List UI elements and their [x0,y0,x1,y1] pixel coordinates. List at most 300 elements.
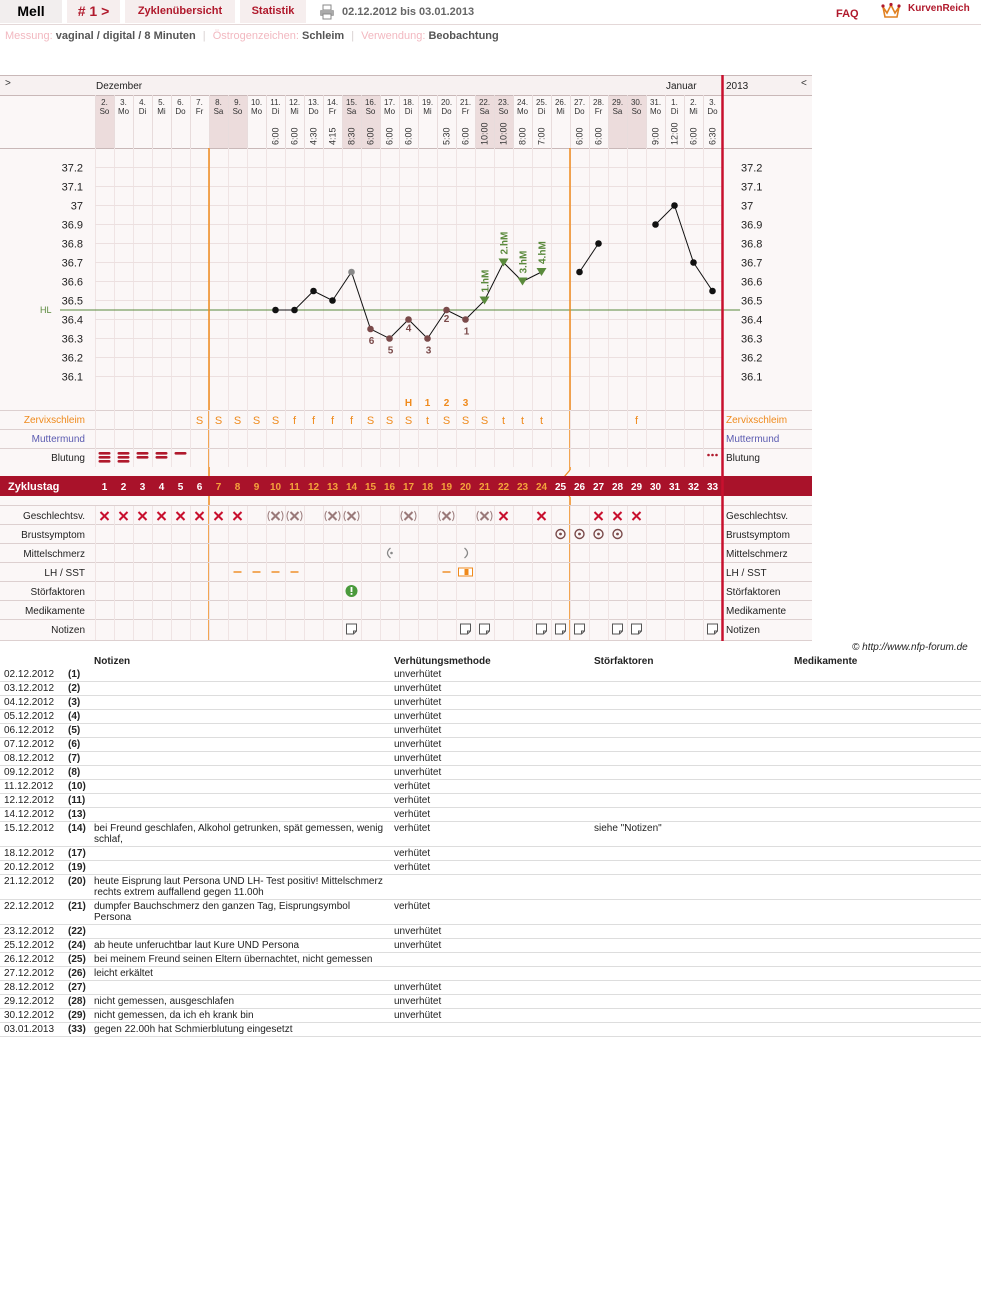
table-row [0,780,981,794]
mucus-symbol: f [311,415,316,427]
day-date: 16. [364,98,377,107]
mucus-symbol: S [195,415,204,427]
cell-num: (26) [64,967,90,981]
day-date: 19. [421,98,434,107]
table-row [0,710,981,724]
cell-disturb [590,925,790,939]
cell-disturb [590,875,790,900]
cell-note [90,724,390,738]
cell-note: heute Eisprung laut Persona UND LH- Test positiv! Mittelschmerz rechts extrem auffallend gegen 11.00h [90,875,390,900]
faq-link[interactable]: FAQ [836,8,859,20]
cell-method: verhütet [390,780,590,794]
measure-time: 4:15 [327,127,338,145]
note-icon [575,624,585,634]
cell-meds [790,900,981,925]
cell-meds [790,738,981,752]
cell-disturb [590,808,790,822]
cell-num: (19) [64,861,90,875]
cell-method: unverhütet [390,995,590,1009]
day-date: 12. [288,98,301,107]
measure-value: vaginal / digital / 8 Minuten [55,30,196,42]
cycle-day-number: 13 [326,482,339,493]
col-notes: Notizen [94,655,131,667]
cell-date: 11.12.2012 [0,780,64,794]
cell-disturb [590,682,790,696]
table-row [0,738,981,752]
temp-point [329,297,336,304]
cell-method: unverhütet [390,682,590,696]
note-icon [461,624,471,634]
usage-label: Verwendung: [361,30,426,42]
row-label-right-meds: Medikamente [726,606,787,617]
day-weekday: Fr [195,107,204,116]
measure-time: 7:00 [536,127,547,145]
y-tick-label-right: 36.5 [741,295,763,308]
table-row [0,794,981,808]
day-weekday: Mo [649,107,662,116]
cell-note [90,780,390,794]
day-weekday: Mi [157,107,166,116]
measure-time: 5:30 [441,127,452,145]
cell-method: unverhütet [390,1009,590,1023]
table-row [0,900,981,925]
row-label-right-cervix: Muttermund [726,434,780,445]
temp-point [291,307,298,314]
table-row [0,766,981,780]
cell-date: 22.12.2012 [0,900,64,925]
day-date: 8. [215,98,222,107]
day-date: 29. [611,98,624,107]
cell-date: 21.12.2012 [0,875,64,900]
breast-symptom-dot [578,533,581,536]
day-date: 20. [440,98,453,107]
measure-label: Messung: [5,30,53,42]
date-range: 02.12.2012 bis 03.01.2013 [342,6,475,18]
cell-date: 08.12.2012 [0,752,64,766]
breast-symptom-dot [597,533,600,536]
cell-meds [790,939,981,953]
low-temp-label: 6 [368,336,375,347]
cell-method [390,875,590,900]
measure-time: 6:00 [365,127,376,145]
cell-disturb [590,710,790,724]
cell-num: (22) [64,925,90,939]
day-date: 13. [307,98,320,107]
day-weekday: Do [175,107,186,116]
temp-point [709,288,716,295]
copyright[interactable]: © http://www.nfp-forum.de [852,642,968,653]
cell-disturb [590,1009,790,1023]
cell-disturb [590,766,790,780]
mucus-symbol: t [539,415,544,427]
cell-disturb [590,953,790,967]
y-tick-label-right: 36.9 [741,219,763,232]
cycle-chart [0,75,812,641]
cell-meds [790,696,981,710]
measure-time: 6:00 [403,127,414,145]
cell-disturb [590,861,790,875]
y-tick-label: 36.7 [61,257,83,270]
measure-time: 8:30 [346,127,357,145]
cell-disturb: siehe "Notizen" [590,822,790,847]
cell-note: bei meinem Freund seinen Eltern übernachtet, nicht gemessen [90,953,390,967]
temp-point [576,269,583,276]
mucus-symbol: t [520,415,525,427]
low-temp-label: 4 [405,323,412,335]
cell-date: 18.12.2012 [0,847,64,861]
row-label-right-bleeding: Blutung [726,453,760,464]
temp-point [386,335,393,342]
row-label-sex: Geschlechtsv. [22,511,85,522]
mucus-symbol: S [404,415,413,427]
cycle-day-number: 29 [630,482,643,493]
cell-disturb [590,696,790,710]
cell-note: leicht erkältet [90,967,390,981]
note-icon [537,624,547,634]
mucus-symbol: f [349,415,354,427]
row-label-bleeding: Blutung [51,453,85,464]
cycle-day-number: 15 [364,482,377,493]
cycle-day-number: 12 [307,482,320,493]
cell-date: 26.12.2012 [0,953,64,967]
row-label-mucus: Zervixschleim [23,415,85,426]
cycle-day-number: 3 [139,482,146,493]
cell-num: (4) [64,710,90,724]
cell-date: 06.12.2012 [0,724,64,738]
cell-meds [790,710,981,724]
cycle-day-number: 17 [402,482,415,493]
cell-method: verhütet [390,808,590,822]
col-date [0,654,90,668]
mucus-symbol: f [292,415,297,427]
cycle-day-number: 25 [554,482,567,493]
cell-disturb [590,981,790,995]
cell-meds [790,808,981,822]
estrogen-label: Östrogenzeichen: [212,30,299,42]
cell-date: 02.12.2012 [0,668,64,682]
cell-date: 20.12.2012 [0,861,64,875]
cell-date: 27.12.2012 [0,967,64,981]
row-label-right-breast: Brustsymptom [726,530,790,541]
day-weekday: So [99,107,110,116]
brand-logo[interactable]: KurvenReich [908,3,970,14]
table-row [0,847,981,861]
cell-num: (14) [64,822,90,847]
cell-note: bei Freund geschlafen, Alkohol getrunken, spät gemessen, wenig schlaf, [90,822,390,847]
nav-next-button[interactable]: < [801,78,807,89]
cell-num: (3) [64,696,90,710]
row-label-disturb: Störfaktoren [30,587,85,598]
row-label-right-mucus: Zervixschleim [726,415,788,426]
bleeding-mark [118,452,130,455]
coverline-label: HL [40,305,52,315]
measure-time: 6:00 [460,127,471,145]
measure-time: 6:00 [270,127,281,145]
cell-method: unverhütet [390,925,590,939]
y-tick-label: 36.4 [61,314,83,327]
cycle-day-number: 21 [478,482,491,493]
bleeding-mark [118,460,130,463]
low-temp-label: 3 [425,345,432,357]
notes-table [0,654,981,1037]
row-label-lh: LH / SST [44,568,85,579]
bleeding-mark [156,452,168,455]
cell-note [90,981,390,995]
statistics-tab[interactable]: Statistik [240,0,306,23]
cell-date: 15.12.2012 [0,822,64,847]
day-weekday: Di [537,107,546,116]
cell-method: unverhütet [390,668,590,682]
y-tick-label-right: 36.4 [741,314,763,327]
cell-disturb [590,794,790,808]
cycle-day-number: 11 [289,482,300,493]
cell-disturb [590,995,790,1009]
top-bar [0,0,981,25]
note-icon [480,624,490,634]
row-label-notes: Notizen [51,625,85,636]
table-row [0,668,981,682]
day-weekday: Mi [689,107,698,116]
cell-meds [790,967,981,981]
cell-disturb [590,939,790,953]
y-tick-label: 37.2 [61,162,83,175]
temp-point [424,335,431,342]
cell-date: 14.12.2012 [0,808,64,822]
bleeding-mark [137,456,149,459]
cell-date: 03.01.2013 [0,1023,64,1037]
y-tick-label-right: 36.6 [741,276,763,289]
cell-meds [790,925,981,939]
temp-point [272,307,279,314]
cycle-overview-tab[interactable]: Zyklenübersicht [125,0,235,23]
day-weekday: Di [138,107,147,116]
cell-meds [790,995,981,1009]
cell-method: verhütet [390,861,590,875]
cell-note [90,766,390,780]
cell-method: unverhütet [390,766,590,780]
day-date: 9. [234,98,241,107]
cell-disturb [590,780,790,794]
cell-method: unverhütet [390,738,590,752]
cell-meds [790,1023,981,1037]
cell-num: (27) [64,981,90,995]
cycle-day-number: 33 [706,482,719,493]
cell-date: 07.12.2012 [0,738,64,752]
low-temp-label: 1 [463,326,470,338]
y-tick-label: 37.1 [61,181,83,194]
cell-note [90,925,390,939]
cycle-number-button[interactable]: # 1 > [67,0,120,23]
day-date: 22. [478,98,491,107]
cell-num: (33) [64,1023,90,1037]
cell-date: 28.12.2012 [0,981,64,995]
mucus-symbol: S [214,415,223,427]
disturbance-exclaim-dot [351,593,353,595]
cycle-day-number: 10 [269,482,282,493]
note-icon [347,624,357,634]
cell-note [90,861,390,875]
day-weekday: Mo [117,107,130,116]
cell-date: 23.12.2012 [0,925,64,939]
y-tick-label-right: 37.1 [741,181,763,194]
mucus-peak-counter: 1 [424,398,431,409]
day-weekday: Do [707,107,718,116]
cell-note [90,710,390,724]
table-row [0,724,981,738]
table-row [0,967,981,981]
cell-num: (20) [64,875,90,900]
cycle-day-number: 18 [421,482,434,493]
nav-prev-button[interactable]: > [5,78,11,89]
y-tick-label-right: 36.8 [741,238,763,251]
temp-point [462,316,469,323]
day-weekday: Mi [423,107,432,116]
cycle-day-number: 1 [101,482,108,493]
bleeding-mark [99,452,111,455]
day-weekday: Fr [328,107,337,116]
cell-date: 25.12.2012 [0,939,64,953]
table-row [0,981,981,995]
cell-meds [790,682,981,696]
mucus-symbol: S [480,415,489,427]
temp-point [652,221,659,228]
cell-disturb [590,724,790,738]
cell-num: (29) [64,1009,90,1023]
cell-date: 04.12.2012 [0,696,64,710]
cell-num: (2) [64,682,90,696]
day-date: 11. [270,98,281,107]
cell-disturb [590,752,790,766]
temp-point [690,259,697,266]
mucus-symbol: t [425,415,430,427]
cell-note [90,794,390,808]
cycle-day-number: 2 [120,482,127,493]
day-date: 27. [573,98,586,107]
cycle-day-number: 14 [345,482,358,493]
cell-num: (6) [64,738,90,752]
cycle-day-number: 6 [196,482,203,493]
cell-method: unverhütet [390,752,590,766]
cell-method: unverhütet [390,710,590,724]
day-date: 31. [649,98,662,107]
cell-method [390,953,590,967]
col-meds: Medikamente [794,655,858,667]
day-weekday: Sa [346,107,357,116]
mucus-symbol: f [634,415,639,427]
y-tick-label: 36.1 [61,371,83,384]
day-weekday: Di [271,107,280,116]
cell-num: (24) [64,939,90,953]
cell-num: (1) [64,668,90,682]
printer-icon[interactable] [319,4,335,20]
mucus-symbol: S [442,415,451,427]
y-tick-label-right: 36.1 [741,371,763,384]
cell-note [90,696,390,710]
row-label-right-disturb: Störfaktoren [726,587,781,598]
cycle-day-number: 7 [215,482,222,493]
cell-date: 30.12.2012 [0,1009,64,1023]
cycle-day-number: 5 [177,482,184,493]
day-date: 25. [535,98,548,107]
cell-date: 03.12.2012 [0,682,64,696]
cell-date: 29.12.2012 [0,995,64,1009]
cell-date: 05.12.2012 [0,710,64,724]
cell-meds [790,766,981,780]
note-icon [632,624,642,634]
temp-point [671,202,678,209]
cycle-day-number: 31 [668,482,681,493]
day-date: 3. [120,98,127,107]
cycle-day-number: 8 [234,482,241,493]
day-weekday: Fr [461,107,470,116]
day-date: 24. [516,98,529,107]
cell-note [90,847,390,861]
y-tick-label: 36.6 [61,276,83,289]
mucus-symbol: S [461,415,470,427]
cell-meds [790,794,981,808]
day-date: 1. [671,98,678,107]
day-date: 2. [690,98,697,107]
cell-disturb [590,900,790,925]
cycle-day-number: 19 [440,482,453,493]
crown-logo-icon [881,2,901,20]
mucus-symbol: S [385,415,394,427]
cell-meds [790,752,981,766]
cycle-day-number: 30 [649,482,662,493]
day-date: 15. [345,98,358,107]
row-label-midpain: Mittelschmerz [23,549,85,560]
cell-method [390,967,590,981]
day-date: 5. [158,98,165,107]
cell-method: unverhütet [390,696,590,710]
table-row [0,861,981,875]
midpain-dot [390,552,393,555]
row-label-breast: Brustsymptom [21,530,85,541]
cell-note: gegen 22.00h hat Schmierblutung eingesetzt [90,1023,390,1037]
bleeding-mark [99,456,111,459]
high-temp-label: 4.hM [537,241,549,264]
row-label-meds: Medikamente [24,606,85,617]
bleeding-mark [137,452,149,455]
cell-meds [790,861,981,875]
day-weekday: Fr [594,107,603,116]
breast-symptom-dot [559,533,562,536]
cell-num: (5) [64,724,90,738]
user-name: Mell [0,0,62,23]
mucus-symbol: t [501,415,506,427]
measure-time: 10:00 [479,122,490,145]
table-row [0,682,981,696]
day-date: 17. [383,98,396,107]
mucus-symbol: S [271,415,280,427]
row-label-right-midpain: Mittelschmerz [726,549,788,560]
cell-date: 09.12.2012 [0,766,64,780]
cell-disturb [590,847,790,861]
day-weekday: So [498,107,509,116]
day-weekday: Mo [250,107,263,116]
cell-num: (7) [64,752,90,766]
day-weekday: Do [574,107,585,116]
cell-num: (25) [64,953,90,967]
temp-point [367,326,374,333]
cell-num: (13) [64,808,90,822]
table-row [0,1023,981,1037]
measurement-info: Messung: vaginal / digital / 8 Minuten | Östrogenzeichen: Schleim | Verwendung: Beobachtung [5,30,499,42]
y-tick-label-right: 36.2 [741,352,763,365]
spotting-dot [707,454,710,457]
day-weekday: Mi [556,107,565,116]
temp-point [310,288,317,295]
